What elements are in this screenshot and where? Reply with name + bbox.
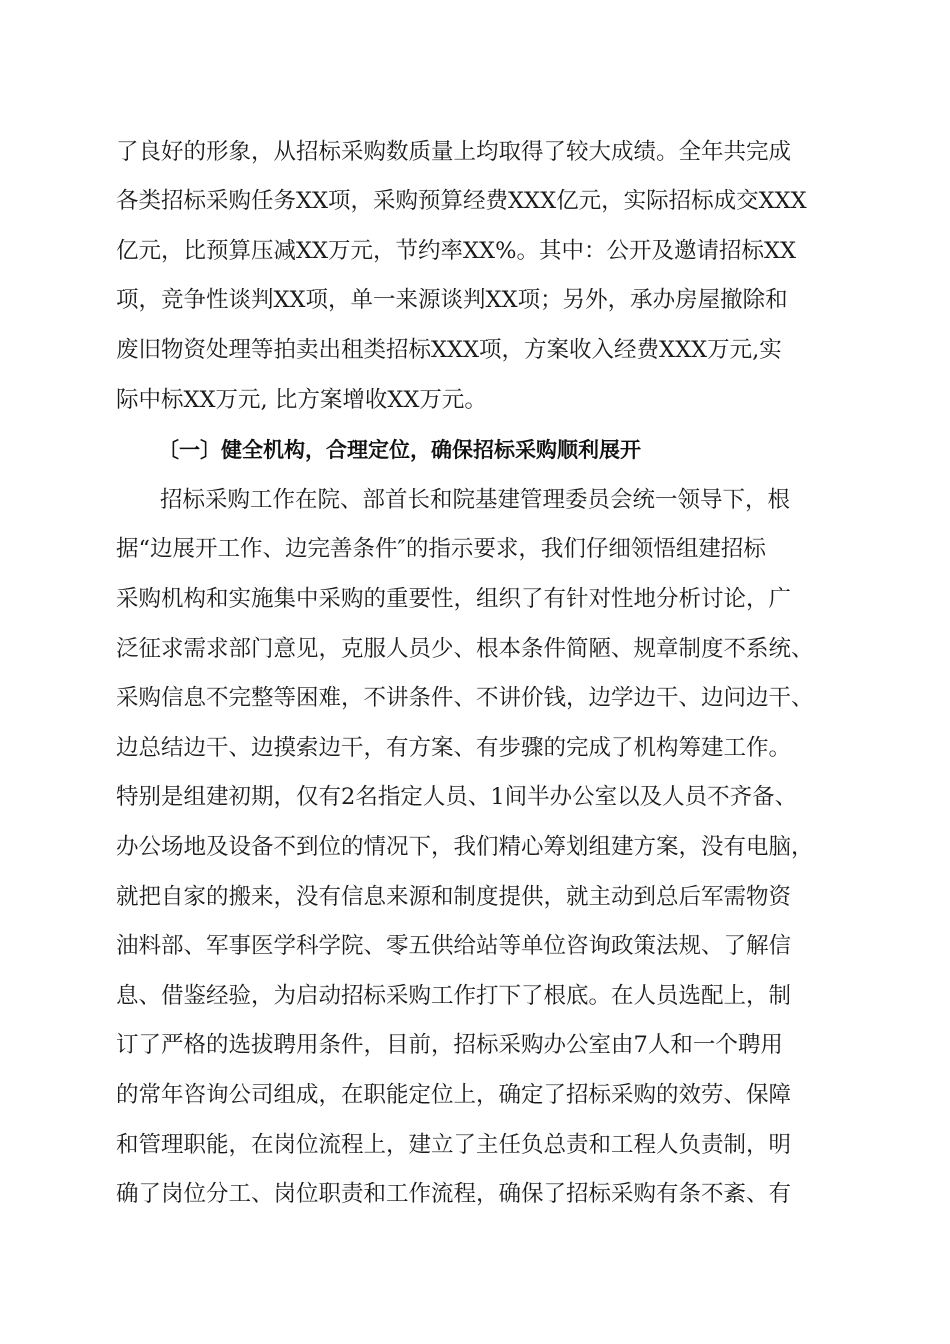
body-text-line: 了良好的形象，从招标采购数质量上均取得了较大成绩。全年共完成 bbox=[116, 139, 792, 165]
paragraph-line: 采购机构和实施集中采购的重要性，组织了有针对性地分析讨论，广 bbox=[116, 586, 792, 612]
paragraph-line: 泛征求需求部门意见，克服人员少、根本条件简陋、规章制度不系统、 bbox=[116, 636, 814, 662]
paragraph-line: 和管理职能，在岗位流程上，建立了主任负总责和工程人负责制，明 bbox=[116, 1132, 792, 1158]
body-text-line: 亿元，比预算压减XX万元，节约率XX%。其中：公开及邀请招标XX bbox=[116, 238, 796, 264]
paragraph-first-line: 招标采购工作在院、部首长和院基建管理委员会统一领导下，根 bbox=[160, 487, 791, 513]
paragraph-line: 订了严格的选拔聘用条件，目前，招标采购办公室由7人和一个聘用 bbox=[116, 1032, 783, 1058]
paragraph-line: 息、借鉴经验，为启动招标采购工作打下了根底。在人员选配上，制 bbox=[116, 983, 792, 1009]
paragraph-line: 油料部、军事医学科学院、零五供给站等单位咨询政策法规、了解信 bbox=[116, 933, 792, 959]
paragraph-line: 就把自家的搬来，没有信息来源和制度提供，就主动到总后军需物资 bbox=[116, 884, 792, 910]
paragraph-line: 的常年咨询公司组成，在职能定位上，确定了招标采购的效劳、保障 bbox=[116, 1082, 792, 1108]
paragraph-line: 办公场地及设备不到位的情况下，我们精心筹划组建方案，没有电脑， bbox=[116, 834, 814, 860]
body-text-line: 各类招标采购任务XX项，采购预算经费XXX亿元，实际招标成交XXX bbox=[116, 188, 807, 214]
paragraph-line: 边总结边干、边摸索边干，有方案、有步骤的完成了机构筹建工作。 bbox=[116, 735, 792, 761]
paragraph-line: 据“边展开工作、边完善条件″的指示要求，我们仔细领悟组建招标 bbox=[116, 536, 766, 562]
section-heading: 〔一〕健全机构，合理定位，确保招标采购顺利展开 bbox=[158, 438, 641, 462]
paragraph-line: 确了岗位分工、岗位职责和工作流程，确保了招标采购有条不紊、有 bbox=[116, 1181, 792, 1207]
paragraph-line: 采购信息不完整等困难，不讲条件、不讲价钱，边学边干、边问边干、 bbox=[116, 685, 814, 711]
body-text-line: 项，竞争性谈判XX项，单一来源谈判XX项；另外，承办房屋撤除和 bbox=[116, 287, 788, 313]
body-text-line: 废旧物资处理等拍卖出租类招标XXX项，方案收入经费XXX万元,实 bbox=[116, 337, 782, 363]
body-text-line: 际中标XX万元, 比方案增收XX万元。 bbox=[116, 387, 487, 413]
paragraph-line: 特别是组建初期，仅有2名指定人员、1间半办公室以及人员不齐备、 bbox=[116, 784, 798, 810]
